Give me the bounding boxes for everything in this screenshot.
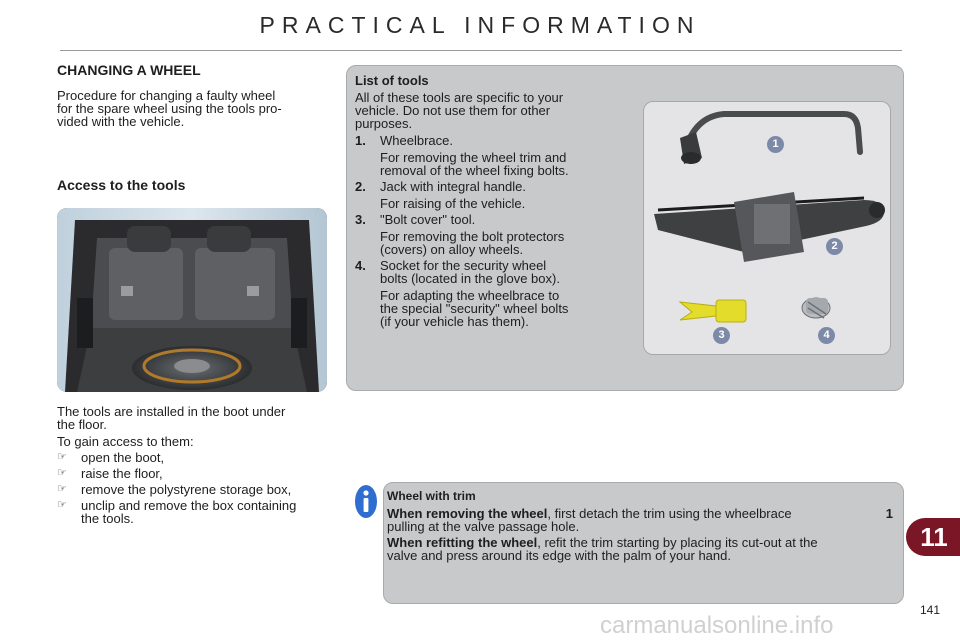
callout-1: 1 (767, 136, 784, 153)
tools-intro (355, 91, 605, 130)
section-intro (57, 89, 327, 128)
tool-desc: removal of the wheel fixing bolts. (380, 163, 569, 178)
tool-name: bolts (located in the glove box). (380, 271, 560, 286)
access-gain: To gain access to them: (57, 434, 194, 449)
info-icon (355, 485, 377, 518)
info-refitting-label: When refitting the wheel (387, 535, 538, 550)
tools-title: List of tools (355, 73, 429, 88)
intro-line: Procedure for changing a faulty wheel (57, 88, 276, 103)
access-line: the floor. (57, 417, 107, 432)
tool-desc: For removing the bolt protectors (380, 229, 565, 244)
page-number: 141 (919, 603, 940, 617)
info-removing (387, 507, 893, 533)
bolt-cover-tool-illustration (680, 300, 746, 322)
tool-number: 2. (355, 179, 366, 194)
tool-number: 3. (355, 212, 366, 227)
tool-desc: (if your vehicle has them). (380, 314, 529, 329)
tool-desc: For removing the wheel trim and (380, 150, 567, 165)
access-text (57, 405, 327, 448)
tool-desc: For raising of the vehicle. (380, 196, 526, 211)
hand-pointer-icon: ☞ (57, 451, 67, 463)
info-removing-line2: pulling at the valve passage hole. (387, 519, 580, 534)
bullet-line: the tools. (81, 511, 134, 526)
bullet-text (81, 499, 327, 525)
tool-name: Socket for the security wheel (380, 258, 547, 273)
intro-line: for the spare wheel using the tools pro- (57, 101, 282, 116)
intro-line: vided with the vehicle. (57, 114, 185, 129)
callout-2: 2 (826, 238, 843, 255)
tool-name: Wheelbrace. (380, 133, 453, 148)
tool-desc: For adapting the wheelbrace to (380, 288, 560, 303)
bullet-text: open the boot, (81, 450, 165, 465)
chapter-tab-number: 11 (920, 522, 948, 552)
tool-number: 1. (355, 133, 366, 148)
bullet-text: remove the polystyrene storage box, (81, 482, 292, 497)
access-title: Access to the tools (57, 177, 186, 193)
tools-intro-line: purposes. (355, 116, 413, 131)
info-removing-text: , first detach the trim using the wheelbrace (547, 506, 792, 521)
info-refitting (387, 536, 893, 562)
header-divider (60, 50, 902, 51)
bullet-text: raise the floor, (81, 466, 163, 481)
boot-photo (57, 208, 327, 392)
info-refitting-line2: valve and press around its edge with the palm of your hand. (387, 548, 731, 563)
info-removing-label: When removing the wheel (387, 506, 548, 521)
tool-desc: (covers) on alloy wheels. (380, 242, 524, 257)
tool-name: Jack with integral handle. (380, 179, 526, 194)
section-title: CHANGING A WHEEL (57, 62, 201, 78)
hand-pointer-icon: ☞ (57, 467, 67, 479)
callout-3: 3 (713, 327, 730, 344)
tools-intro-line: All of these tools are specific to your (355, 90, 564, 105)
info-refitting-text: , refit the trim starting by placing its cut-out at the (537, 535, 818, 550)
info-title: Wheel with trim (387, 489, 476, 503)
access-line: The tools are installed in the boot under (57, 404, 286, 419)
watermark: carmanualsonline.info (600, 612, 834, 639)
hand-pointer-icon: ☞ (57, 499, 67, 511)
security-socket-illustration (802, 298, 830, 318)
tools-list (355, 134, 605, 334)
callout-4: 4 (818, 327, 835, 344)
page-header-title: PRACTICAL INFORMATION (259, 12, 701, 38)
tools-intro-line: vehicle. Do not use them for other (355, 103, 551, 118)
tool-name: "Bolt cover" tool. (380, 212, 476, 227)
jack-illustration (654, 192, 885, 262)
hand-pointer-icon: ☞ (57, 483, 67, 495)
bullet-line: unclip and remove the box containing (81, 498, 297, 513)
info-removing-num: 1 (885, 506, 893, 521)
tool-desc: the special "security" wheel bolts (380, 301, 569, 316)
tools-illustration (643, 101, 891, 355)
tool-number: 4. (355, 258, 366, 273)
